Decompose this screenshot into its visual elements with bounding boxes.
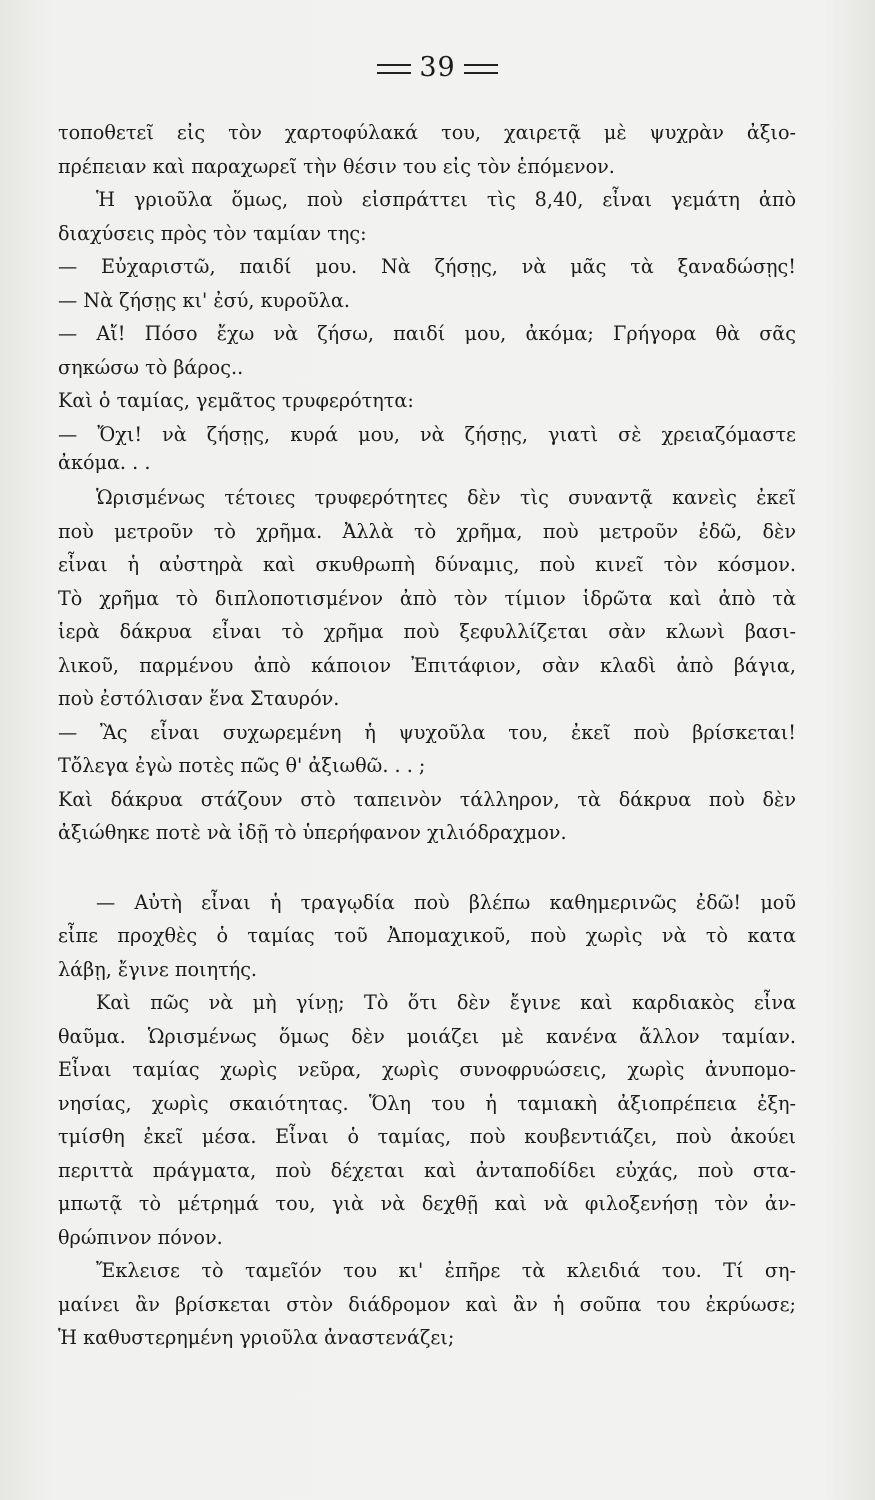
text-line: πρέπειαν καὶ παραχωρεῖ τὴν θέσιν του εἰς τὸν ἑπόμενον. <box>58 154 615 178</box>
text-line: διαχύσεις πρὸς τὸν ταμίαν της: <box>58 221 367 245</box>
text-line: θρώπινον πόνον. <box>58 1225 223 1249</box>
text-line: — Νὰ ζήσῃς κι' ἐσύ, κυροῦλα. <box>58 288 350 312</box>
text-line: — Ἂς εἶναι συχωρεμένη ἡ ψυχοῦλα του, ἐκεῖ ποὺ βρίσκεται! <box>58 720 796 744</box>
page-number: 39 <box>419 52 456 83</box>
paragraph-gap <box>58 850 796 868</box>
text-line: — Ὄχι! νὰ ζήσῃς, κυρά μου, νὰ ζήσῃς, γιατὶ σὲ χρειαζόμαστε <box>58 422 796 446</box>
text-line: Καὶ πῶς νὰ μὴ γίνῃ; Τὸ ὅτι δὲν ἔγινε καὶ καρδιακὸς εἶνα <box>96 991 796 1014</box>
text-line: Τὄλεγα ἐγὼ ποτὲς πῶς θ' ἀξιωθῶ. . . ; <box>58 754 426 777</box>
text-line: — Εὐχαριστῶ, παιδί μου. Νὰ ζήσῃς, νὰ μᾶς τὰ ξαναδώσῃς! <box>58 255 796 278</box>
text-line: εἶναι ἡ αὐστηρὰ καὶ σκυθρωπὴ δύναμις, ποὺ κινεῖ τὸν κόσμον. <box>58 553 796 576</box>
paragraph-gap <box>58 868 796 886</box>
text-line: ποὺ μετροῦν τὸ χρῆμα. Ἀλλὰ τὸ χρῆμα, ποὺ μετροῦν ἐδῶ, δὲν <box>58 519 796 543</box>
text-line: Τὸ χρῆμα τὸ διπλοποτισμένον ἀπὸ τὸν τίμιον ἱδρῶτα καὶ ἀπὸ τὰ <box>58 586 796 610</box>
text-line: σηκώσω τὸ βάρος.. <box>58 355 244 379</box>
text-line: Καὶ ὁ ταμίας, γεμᾶτος τρυφερότητα: <box>58 389 414 412</box>
text-line: εἶπε προχθὲς ὁ ταμίας τοῦ Ἀπομαχικοῦ, ποὺ χωρὶς νὰ τὸ κατα <box>58 924 796 947</box>
text-line: Ὡρισμένως τέτοιες τρυφερότητες δὲν τὶς συναντᾷ κανεὶς ἐκεῖ <box>96 486 796 509</box>
right-double-rule <box>464 64 498 74</box>
text-line: — Αἴ! Πόσο ἔχω νὰ ζήσω, παιδί μου, ἀκόμα; Γρήγορα θὰ σᾶς <box>58 322 796 345</box>
left-double-rule <box>377 64 411 74</box>
text-line: — Αὐτὴ εἶναι ἡ τραγῳδία ποὺ βλέπω καθημερινῶς ἐδῶ! μοῦ <box>96 890 796 914</box>
body-text <box>58 116 796 1355</box>
text-line: ἱερὰ δάκρυα εἶναι τὸ χρῆμα ποὺ ξεφυλλίζεται σὰν κλωνὶ βασι- <box>58 620 796 643</box>
text-line: ἀξιώθηκε ποτὲ νὰ ἰδῇ τὸ ὑπερήφανον χιλιόδραχμον. <box>58 821 567 844</box>
text-line: ποὺ ἐστόλισαν ἕνα Σταυρόν. <box>58 687 340 710</box>
text-line: Εἶναι ταμίας χωρὶς νεῦρα, χωρὶς συνοφρυώσεις, χωρὶς ἀνυπομο- <box>58 1058 796 1081</box>
text-line: Ἔκλεισε τὸ ταμεῖόν του κι' ἐπῆρε τὰ κλειδιά του. Τί ση- <box>96 1259 796 1282</box>
text-line: Καὶ δάκρυα στάζουν στὸ ταπεινὸν τάλληρον, τὰ δάκρυα ποὺ δὲν <box>58 787 796 811</box>
text-line: λικοῦ, παρμένου ἀπὸ κάποιον Ἐπιτάφιον, σὰν κλαδὶ ἀπὸ βάγια, <box>58 653 796 677</box>
text-line: νησίας, χωρὶς σκαιότητας. Ὅλη του ἡ ταμιακὴ ἀξιοπρέπεια ἐξη- <box>58 1091 796 1115</box>
text-line: θαῦμα. Ὡρισμένως ὅμως δὲν μοιάζει μὲ κανένα ἄλλον ταμίαν. <box>58 1024 796 1048</box>
text-line: Ἡ γριοῦλα ὅμως, ποὺ εἰσπράττει τὶς 8,40, εἶναι γεμάτη ἀπὸ <box>96 188 796 211</box>
text-line: τμίσθη ἐκεῖ μέσα. Εἶναι ὁ ταμίας, ποὺ κουβεντιάζει, ποὺ ἀκούει <box>58 1125 796 1148</box>
text-line: μπωτᾷ τὸ μέτρημά του, γιὰ νὰ δεχθῇ καὶ νὰ φιλοξενήσῃ τὸν ἀν- <box>58 1192 796 1215</box>
text-line: Ἡ καθυστερημένη γριοῦλα ἀναστενάζει; <box>58 1326 455 1349</box>
text-line: ἀκόμα. . . <box>58 451 151 474</box>
page-header <box>0 52 875 83</box>
text-line: τοποθετεῖ εἰς τὸν χαρτοφύλακά του, χαιρετᾷ μὲ ψυχρὰν ἀξιο- <box>58 121 796 144</box>
text-line: λάβῃ, ἔγινε ποιητής. <box>58 957 258 981</box>
text-line: μαίνει ἂν βρίσκεται στὸν διάδρομον καὶ ἂν ἡ σοῦπα του ἐκρύωσε; <box>58 1292 796 1316</box>
text-line: περιττὰ πράγματα, ποὺ δέχεται καὶ ἀνταποδίδει εὐχάς, ποὺ στα- <box>58 1158 796 1182</box>
